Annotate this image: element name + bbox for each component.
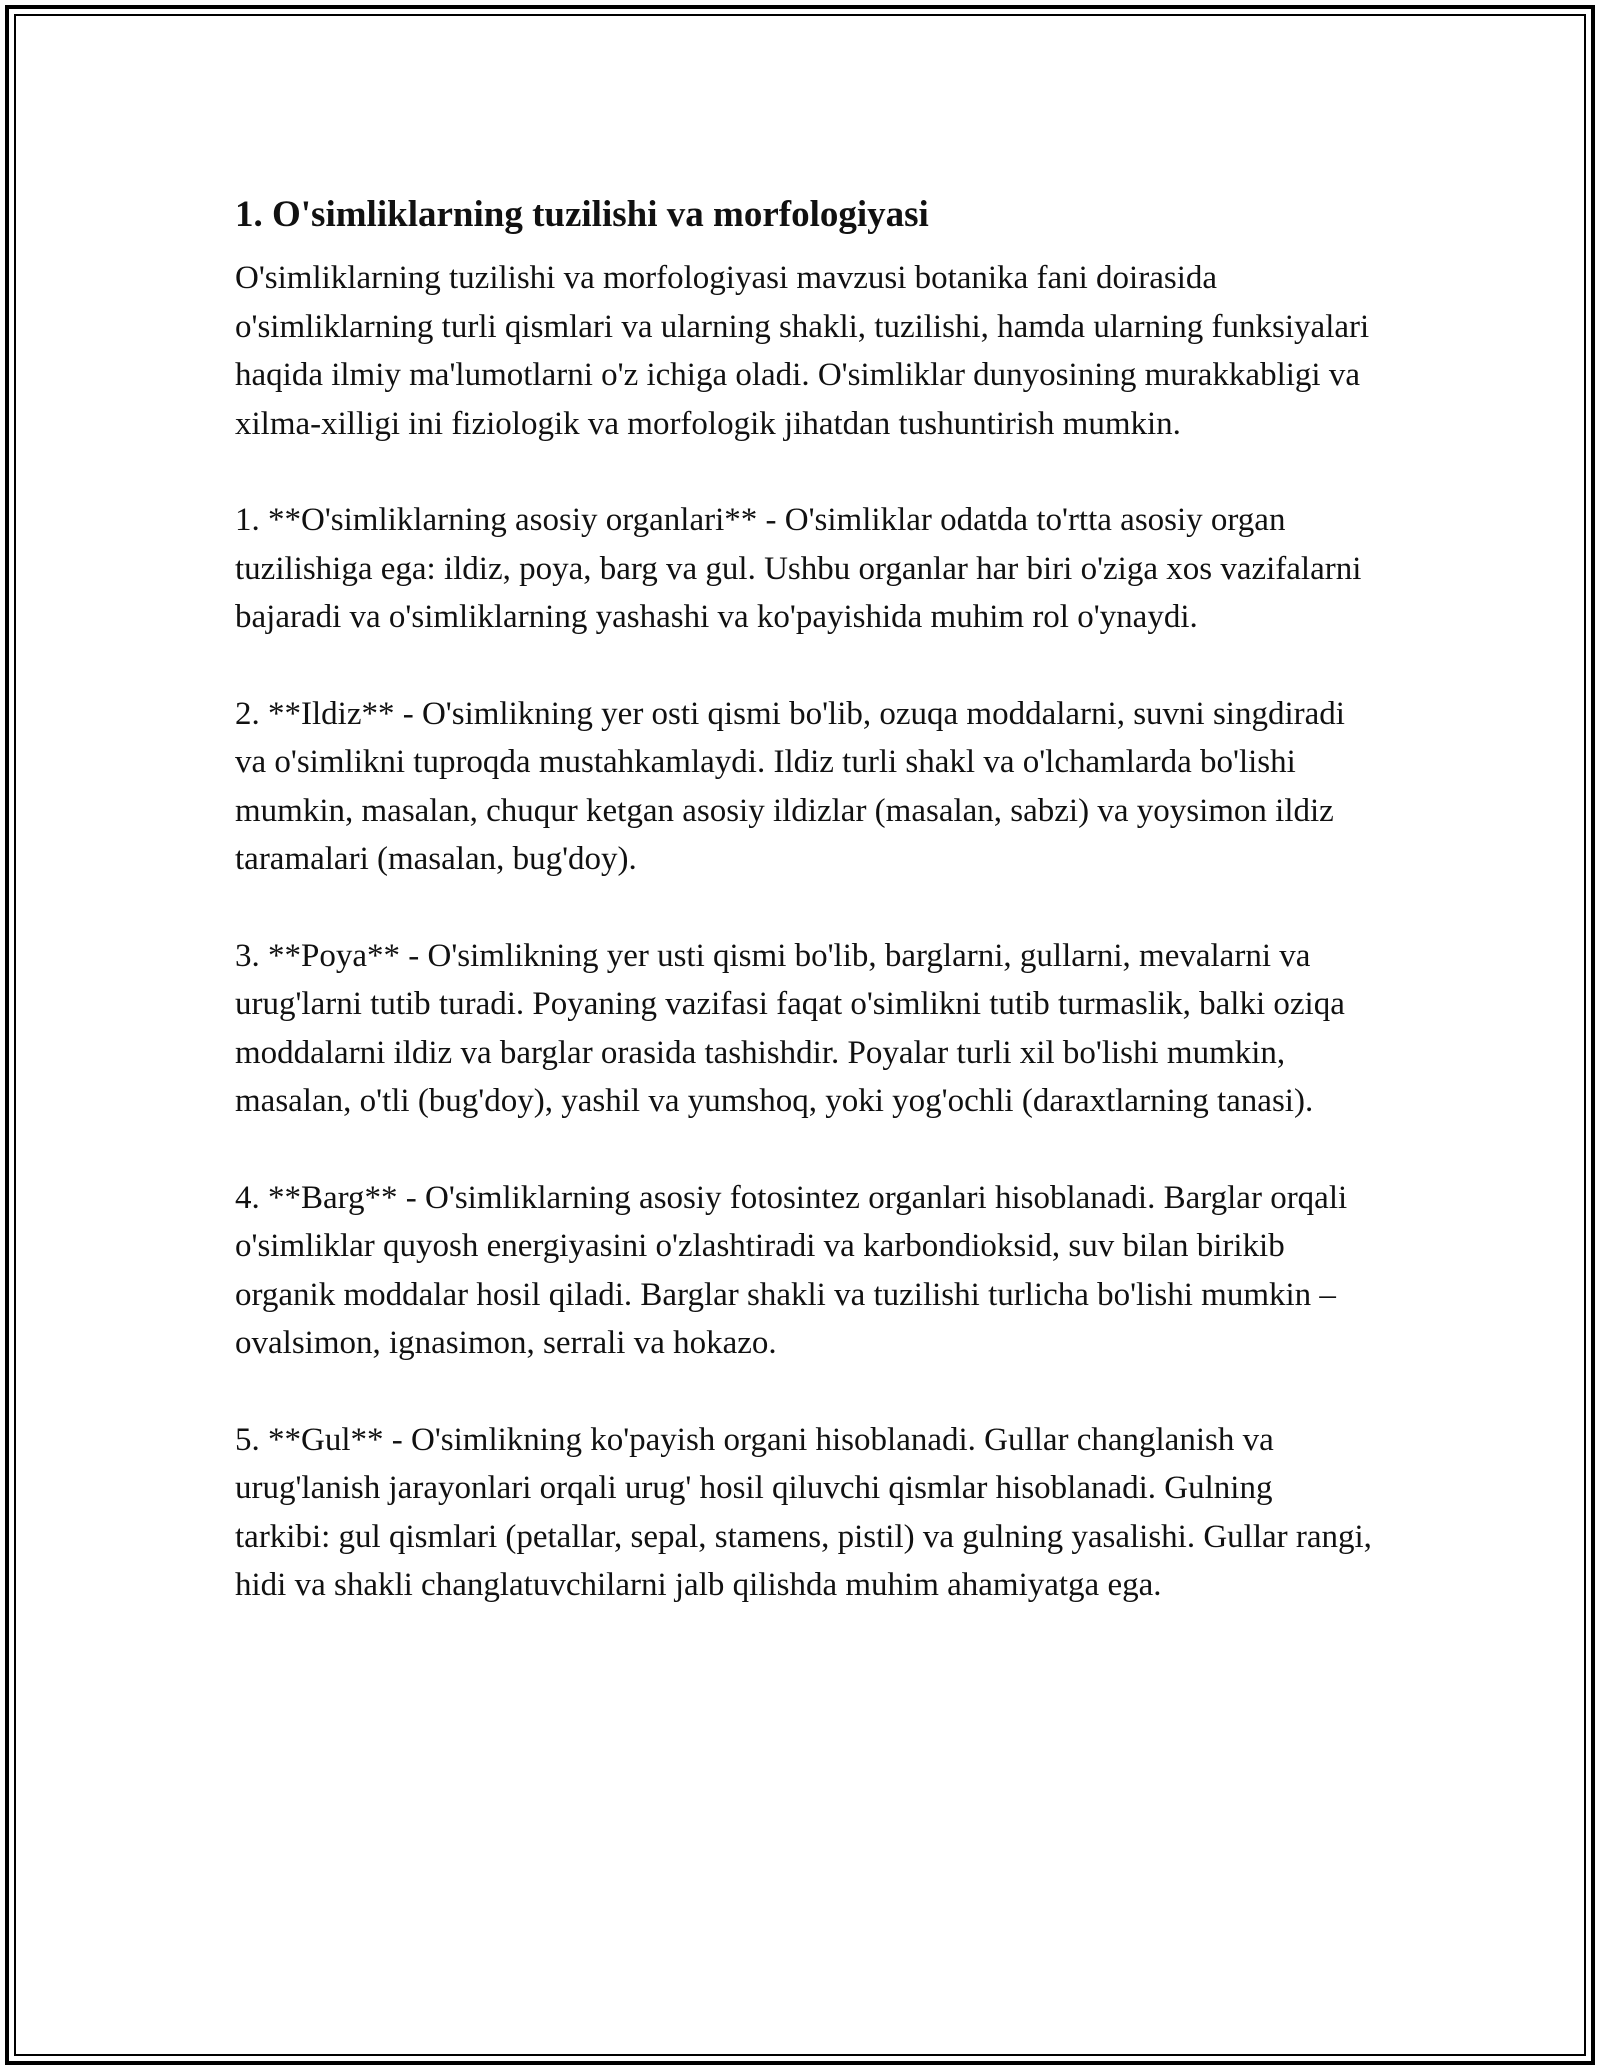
list-item-organs: 1. **O'simliklarning asosiy organlari** - O'simliklar odatda to'rtta asosiy organ tuzilishiga ega: ildiz, poya, barg va gul. Ushbu organlar har biri o'ziga xos vazifalarni bajaradi va o'simliklarning yashashi va ko'payishida muhim rol o'ynaydi. (235, 502, 1362, 635)
list-item-stem: 3. **Poya** - O'simlikning yer usti qismi bo'lib, barglarni, gullarni, mevalarni va urug'larni tutib turadi. Poyaning vazifasi faqat o'simlikni tutib turmaslik, balki oziqa moddalarni ildiz va barglar orasida tashishdir. Poyalar turli xil bo'lishi mumkin, masalan, o'tli (bug'doy), yashil va yumshoq, yoki yog'ochli (daraxtlarning tanasi). (235, 937, 1345, 1119)
list-item-root: 2. **Ildiz** - O'simlikning yer osti qismi bo'lib, ozuqa moddalarni, suvni singdiradi va o'simlikni tuproqda mustahkamlaydi. Ildiz turli shakl va o'lchamlarda bo'lishi mumkin, masalan, chuqur ketgan asosiy ildizlar (masalan, sabzi) va yoysimon ildiz taramalari (masalan, bug'doy). (235, 695, 1345, 877)
list-item-flower: 5. **Gul** - O'simlikning ko'payish organi hisoblanadi. Gullar changlanish va urug'lanish jarayonlari orqali urug' hosil qiluvchi qismlar hisoblanadi. Gulning tarkibi: gul qismlari (petallar, sepal, stamens, pistil) va gulning yasalishi. Gullar rangi, hidi va shakli changlatuvchilarni jalb qilishda muhim ahamiyatga ega. (235, 1421, 1372, 1603)
document-title: 1. O'simliklarning tuzilishi va morfologiyasi (235, 194, 929, 235)
list-item-leaf: 4. **Barg** - O'simliklarning asosiy fotosintez organlari hisoblanadi. Barglar orqali o'simliklar quyosh energiyasini o'zlashtiradi va karbondioksid, suv bilan birikib organik moddalar hosil qiladi. Barglar shakli va tuzilishi turlicha bo'lishi mumkin – ovalsimon, ignasimon, serrali va hokazo. (235, 1179, 1348, 1361)
intro-paragraph: O'simliklarning tuzilishi va morfologiyasi mavzusi botanika fani doirasida o'simliklarning turli qismlari va ularning shakli, tuzilishi, hamda ularning funksiyalari haqida ilmiy ma'lumotlarni o'z ichiga oladi. O'simliklar dunyosining murakkabligi va xilma-xilligi ini fiziologik va morfologik jihatdan tushuntirish mumkin. (235, 260, 1370, 442)
document-body (235, 180, 1375, 1658)
